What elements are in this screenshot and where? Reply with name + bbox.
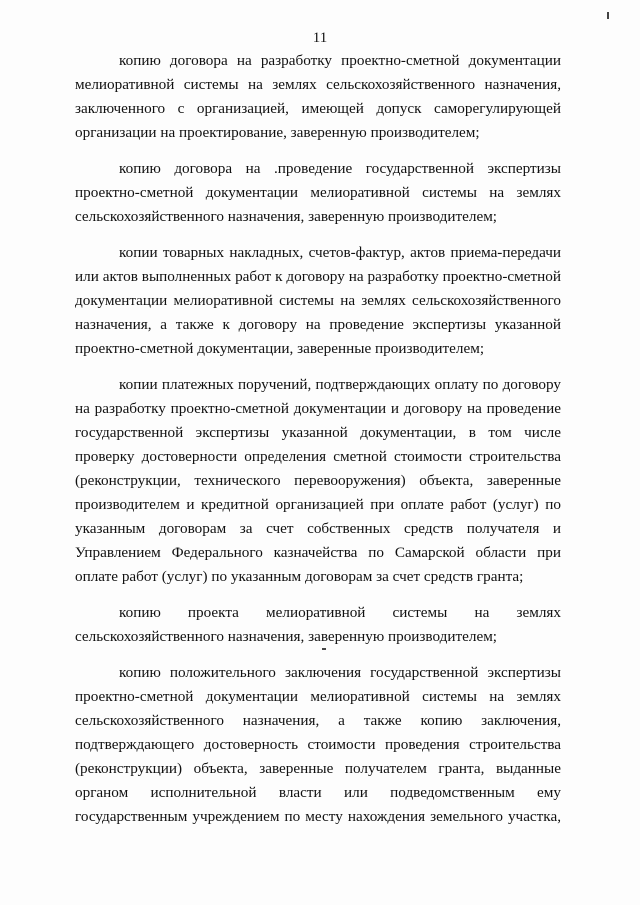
- text-line: сельскохозяйственного назначения, заверенную производителем;: [75, 628, 498, 645]
- text-line: проверку достоверности определения сметной стоимости строительства: [75, 448, 561, 465]
- text-line: сельскохозяйственного назначения, заверенную производителем;: [75, 208, 498, 225]
- text-line: производителем и кредитной организацией при оплате работ (услуг) по: [75, 496, 561, 513]
- paragraph: [75, 373, 561, 589]
- text-line: государственным учреждением по месту нахождения земельного участка,: [75, 808, 561, 825]
- text-line: оплате работ (услуг) по указанным договорам за счет средств гранта;: [75, 568, 524, 585]
- text-line: назначения, а также к договору на проведение экспертизы указанной: [75, 316, 561, 333]
- text-line: (реконструкции, технического перевооружения) объекта, заверенные: [75, 472, 561, 489]
- text-line: указанным договорам за счет собственных средств получателя и: [75, 520, 561, 537]
- text-line: (реконструкции) объекта, заверенные получателем гранта, выданные: [75, 760, 561, 777]
- text-line: проектно-сметной документации мелиоративной системы на землях: [75, 688, 561, 705]
- paragraph: [75, 661, 561, 829]
- text-line: копию договора на .проведение государственной экспертизы: [119, 160, 561, 177]
- paragraph-gap: [75, 589, 561, 601]
- paragraph: [75, 241, 561, 361]
- paragraph: [75, 49, 561, 145]
- paragraph-gap: [75, 145, 561, 157]
- text-line: мелиоративной системы на землях сельскохозяйственного назначения,: [75, 76, 561, 93]
- scan-artifact-mark: [607, 12, 609, 19]
- text-line: Управлением Федерального казначейства по Самарской области при: [75, 544, 561, 561]
- text-line: подтверждающего достоверность стоимости проведения строительства: [75, 736, 561, 753]
- document-body: [75, 49, 561, 829]
- text-line: документации мелиоративной системы на землях сельскохозяйственного: [75, 292, 561, 309]
- paragraph: [75, 157, 561, 229]
- paragraph-gap: [75, 229, 561, 241]
- page-number: 11: [312, 30, 328, 46]
- text-line: копии платежных поручений, подтверждающих оплату по договору: [119, 376, 561, 393]
- paragraph: [75, 601, 561, 649]
- text-line: проектно-сметной документации, заверенные производителем;: [75, 340, 485, 357]
- text-line: проектно-сметной документации мелиоративной системы на землях: [75, 184, 561, 201]
- text-line: сельскохозяйственного назначения, а также копию заключения,: [75, 712, 561, 729]
- text-line: организации на проектирование, заверенную производителем;: [75, 124, 480, 141]
- text-line: на разработку проектно-сметной документации и договору на проведение: [75, 400, 561, 417]
- paragraph-gap: [75, 361, 561, 373]
- text-line: государственной экспертизы указанной документации, в том числе: [75, 424, 561, 441]
- text-line: копию договора на разработку проектно-сметной документации: [119, 52, 561, 69]
- text-line: или актов выполненных работ к договору на разработку проектно-сметной: [75, 268, 561, 285]
- text-line: копию проекта мелиоративной системы на землях: [119, 604, 561, 621]
- text-line: заключенного с организацией, имеющей допуск саморегулирующей: [75, 100, 561, 117]
- text-line: копию положительного заключения государственной экспертизы: [119, 664, 561, 681]
- text-line: копии товарных накладных, счетов-фактур, актов приема-передачи: [119, 244, 561, 261]
- paragraph-gap: [75, 649, 561, 661]
- text-line: органом исполнительной власти или подведомственным ему: [75, 784, 561, 801]
